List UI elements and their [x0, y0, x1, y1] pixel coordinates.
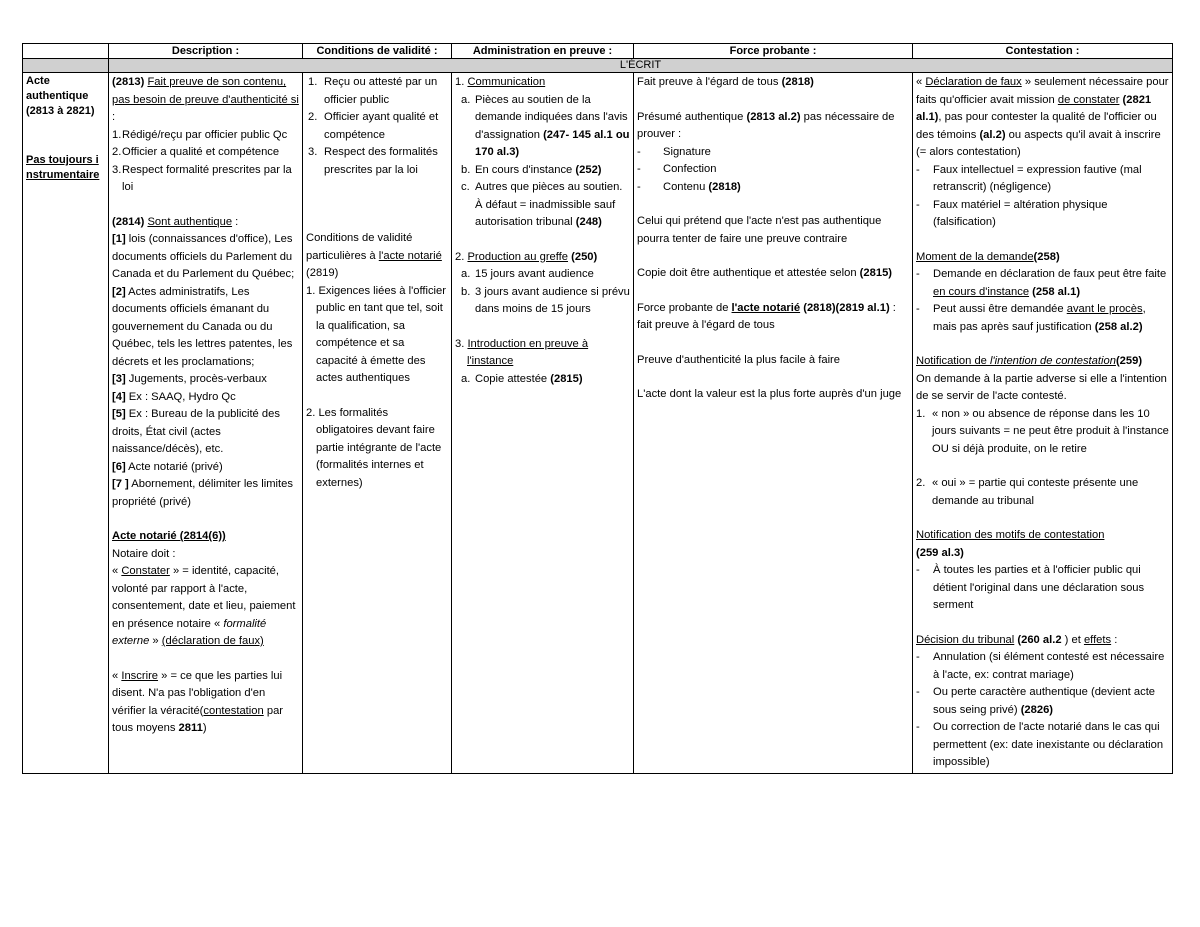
summary-table [22, 43, 1173, 774]
list-item: - Faux intellectuel = expression fautive (mal retranscrit) (négligence) [916, 163, 1142, 193]
list-item: 1. Reçu ou attesté par un officier public [308, 76, 438, 106]
header-corner [23, 44, 109, 59]
notarie-title: Acte notarié (2814(6)) [112, 530, 226, 542]
constater-text: « Constater » = identité, capacité, volonté par rapport à l'acte, consentement, date et lieu, paiement en présence notaire « formalité externe » (déclaration de faux) [112, 565, 296, 647]
list-item: 1. Rédigé/reçu par officier public Qc [112, 128, 288, 141]
list-item: - À toutes les parties et à l'officier public qui détient l'original dans une déclaration sous serment [916, 564, 1145, 611]
notif-text: On demande à la partie adverse si elle a l'intention de se servir de l'acte contesté. [916, 372, 1167, 402]
list-item: - Signature [637, 145, 711, 158]
section-title: L'ÉCRIT [109, 59, 1173, 73]
contest-p1: « Déclaration de faux » seulement nécessaire pour faits qu'officier avait mission de constater (2821 al.1), pas pour contester la qualité de l'officier ou des témoins (al.2) ou aspects qu'il avait à inscrire (= alors contestation) [916, 76, 1169, 158]
header-row [23, 44, 1173, 59]
row-title: Acte authentique [26, 75, 89, 102]
cond-sub1: 1. Exigences liées à l'officier public en tant que tel, soit la qualification, sa compétence et sa capacité à émette des actes authentiques [306, 284, 446, 384]
header-administration: Administration en preuve : [452, 44, 634, 59]
section-row [23, 59, 1173, 73]
motifs-title: Notification des motifs de contestation (259 al.3) [916, 529, 1105, 559]
force-p3: Celui qui prétend que l'acte n'est pas authentique pourra tenter de faire une preuve contraire [637, 215, 882, 245]
decision-list [916, 649, 1169, 772]
list-item: 2. Officier ayant qualité et compétence [308, 111, 439, 141]
list-item: - Demande en déclaration de faux peut être faite en cours d'instance (258 al.1) [916, 268, 1167, 298]
list-item: [4] Ex : SAAQ, Hydro Qc [112, 390, 236, 403]
moment-title: Moment de la demande(258) [916, 250, 1060, 263]
cell-force [634, 73, 913, 774]
row-range: (2813 à 2821) [26, 105, 95, 117]
header-description: Description : [109, 44, 303, 59]
row-note: Pas toujours instrumentaire [26, 154, 100, 181]
list-item: - Contenu (2818) [637, 180, 741, 193]
list-item: - Ou perte caractère authentique (devient acte sous seing privé) (2826) [916, 686, 1156, 716]
force-p5: Force probante de l'acte notarié (2818)(2819 al.1) : fait preuve à l'égard de tous [637, 301, 896, 331]
notif-list [916, 406, 1169, 511]
admin-s2: 2. Production au greffe (250) [455, 250, 598, 263]
list-item: [6] Acte notarié (privé) [112, 460, 223, 473]
desc-p1: (2813) Fait preuve de son contenu, pas besoin de preuve d'authenticité si : [112, 76, 299, 123]
list-item: 3. Respect formalité prescrites par la loi [112, 163, 292, 193]
motifs-list [916, 562, 1169, 615]
list-item: - Peut aussi être demandée avant le procès, mais pas après sauf justification (258 al.2) [916, 303, 1146, 333]
cell-description [109, 73, 303, 774]
force-p2: Présumé authentique (2813 al.2) pas nécessaire de prouver : [637, 110, 895, 140]
list-item: [1] lois (connaissances d'office), Les documents officiels du Parlement du Canada et du Parlement du Québec; [112, 233, 295, 280]
admin-s1: 1. Communication [455, 76, 546, 88]
notif-title: Notification de l'intention de contestation(259) [916, 355, 1143, 367]
list-item: b. 3 jours avant audience si prévu dans moins de 15 jours [461, 285, 630, 315]
list-item: 2. « oui » = partie qui conteste présente une demande au tribunal [916, 477, 1139, 507]
list-item: - Faux matériel = altération physique (falsification) [916, 198, 1108, 228]
force-p2-list [637, 144, 909, 197]
admin-s1-list [455, 92, 630, 232]
content-row [23, 73, 1173, 774]
list-item: - Annulation (si élément contesté est nécessaire à l'acte, ex: contrat mariage) [916, 651, 1165, 681]
list-item: 3. Respect des formalités prescrites par la loi [308, 146, 438, 176]
contest-p1-list [916, 162, 1169, 232]
row-header [23, 73, 109, 774]
section-corner [23, 59, 109, 73]
header-force: Force probante : [634, 44, 913, 59]
list-item: - Confection [637, 163, 717, 175]
list-item: a. Copie attestée (2815) [461, 372, 583, 385]
force-p7: L'acte dont la valeur est la plus forte auprès d'un juge [637, 388, 902, 400]
cell-conditions [303, 73, 452, 774]
force-p1: Fait preuve à l'égard de tous (2818) [637, 76, 814, 88]
decision-title: Décision du tribunal (260 al.2 ) et effets : [916, 633, 1118, 646]
list-item: 1. « non » ou absence de réponse dans les 10 jours suivants = ne peut être produit à l'instance OU si déjà produite, on le retire [916, 407, 1169, 455]
list-item: b. En cours d'instance (252) [461, 163, 602, 176]
list-item: [5] Ex : Bureau de la publicité des droits, État civil (actes naissance/décès), etc. [112, 408, 280, 455]
list-item: - Ou correction de l'acte notarié dans le cas qui permettent (ex: date inexistante ou déclaration impossible) [916, 721, 1164, 768]
list-item: 2. Officier a qualité et compétence [112, 146, 280, 158]
list-item: a. Pièces au soutien de la demande indiquées dans l'avis d'assignation (247- 145 al.1 ou 170 al.3) [461, 93, 630, 158]
header-contestation: Contestation : [913, 44, 1173, 59]
list-item: [7 ] Abornement, délimiter les limites propriété (privé) [112, 478, 293, 508]
cond-list [306, 74, 448, 179]
desc-p2: (2814) Sont authentique : [112, 215, 239, 228]
list-item: [3] Jugements, procès-verbaux [112, 373, 267, 385]
desc-p1-list [112, 127, 299, 197]
moment-list [916, 266, 1169, 336]
page [22, 43, 1172, 774]
cond-sub2: 2. Les formalités obligatoires devant faire partie intégrante de l'acte (formalités internes et externes) [306, 406, 442, 489]
admin-s3-list [455, 371, 630, 389]
force-p6: Preuve d'authenticité la plus facile à faire [637, 353, 841, 366]
force-p4: Copie doit être authentique et attestée selon (2815) [637, 267, 893, 279]
list-item: c. Autres que pièces au soutien. À défaut = inadmissible sauf autorisation tribunal (248) [461, 181, 623, 228]
cell-administration [452, 73, 634, 774]
cell-contestation [913, 73, 1173, 774]
notarie-must: Notaire doit : [112, 547, 176, 560]
admin-s3: 3. Introduction en preuve à l'instance [455, 337, 589, 367]
list-item: [2] Actes administratifs, Les documents officiels émanant du gouvernement du Canada ou du Québec, tels les lettres patentes, les décrets et les proclamations; [112, 285, 293, 368]
admin-s2-list [455, 266, 630, 319]
header-conditions: Conditions de validité : [303, 44, 452, 59]
cond-particular: Conditions de validité particulières à l'acte notarié (2819) [306, 232, 442, 279]
inscrire-text: « Inscrire » = ce que les parties lui disent. N'a pas l'obligation d'en vérifier la véracité(contestation par tous moyens 2811) [112, 669, 284, 734]
list-item: a. 15 jours avant audience [461, 268, 594, 280]
